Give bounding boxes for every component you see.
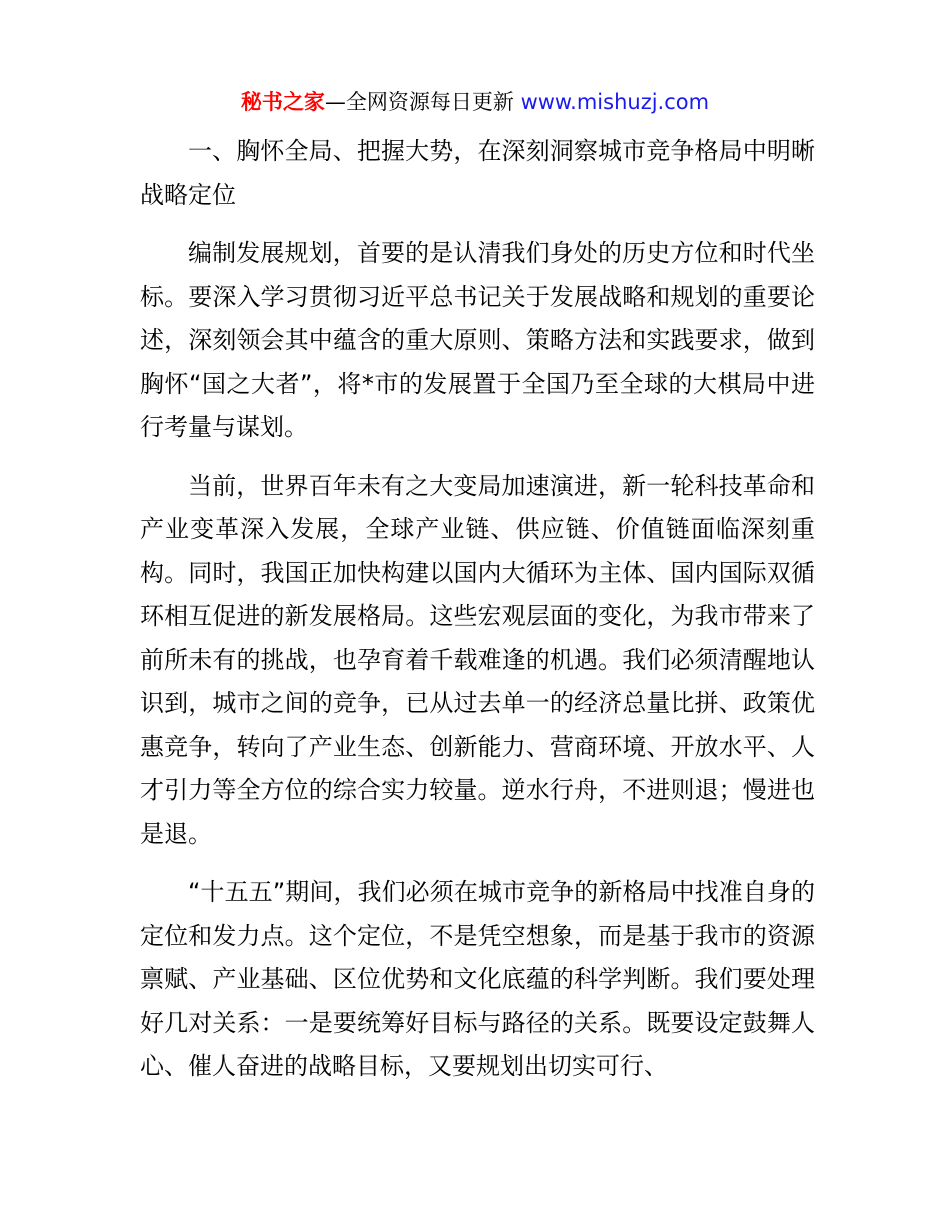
site-url[interactable]: www.mishuzj.com (520, 90, 710, 114)
paragraph: “十五五”期间，我们必须在城市竞争的新格局中找准自身的定位和发力点。这个定位，不是凭空想象，而是基于我市的资源禀赋、产业基础、区位优势和文化底蕴的科学判断。我们要处理好几对关系：一是要统筹好目标与路径的关系。既要设定鼓舞人心、催人奋进的战略目标，又要规划出切实可行、 (140, 878, 815, 1080)
paragraph: 编制发展规划，首要的是认清我们身处的历史方位和时代坐标。要深入学习贯彻习近平总书记关于发展战略和规划的重要论述，深刻领会其中蕴含的重大原则、策略方法和实践要求，做到胸怀“国之大者”，将*市的发展置于全国乃至全球的大棋局中进行考量与谋划。 (140, 239, 815, 441)
document-body (140, 130, 815, 1089)
paragraph: 当前，世界百年未有之大变局加速演进，新一轮科技革命和产业变革深入发展，全球产业链、供应链、价值链面临深刻重构。同时，我国正加快构建以国内大循环为主体、国内国际双循环相互促进的新发展格局。这些宏观层面的变化，为我市带来了前所未有的挑战，也孕育着千载难逢的机遇。我们必须清醒地认识到，城市之间的竞争，已从过去单一的经济总量比拼、政策优惠竞争，转向了产业生态、创新能力、营商环境、开放水平、人才引力等全方位的综合实力较量。逆水行舟，不进则退；慢进也是退。 (140, 471, 815, 848)
section-heading: 一、胸怀全局、把握大势，在深刻洞察城市竞争格局中明晰战略定位 (140, 137, 815, 209)
page-header (0, 86, 950, 118)
site-tagline: —全网资源每日更新 (324, 90, 521, 114)
site-brand: 秘书之家 (240, 90, 325, 114)
